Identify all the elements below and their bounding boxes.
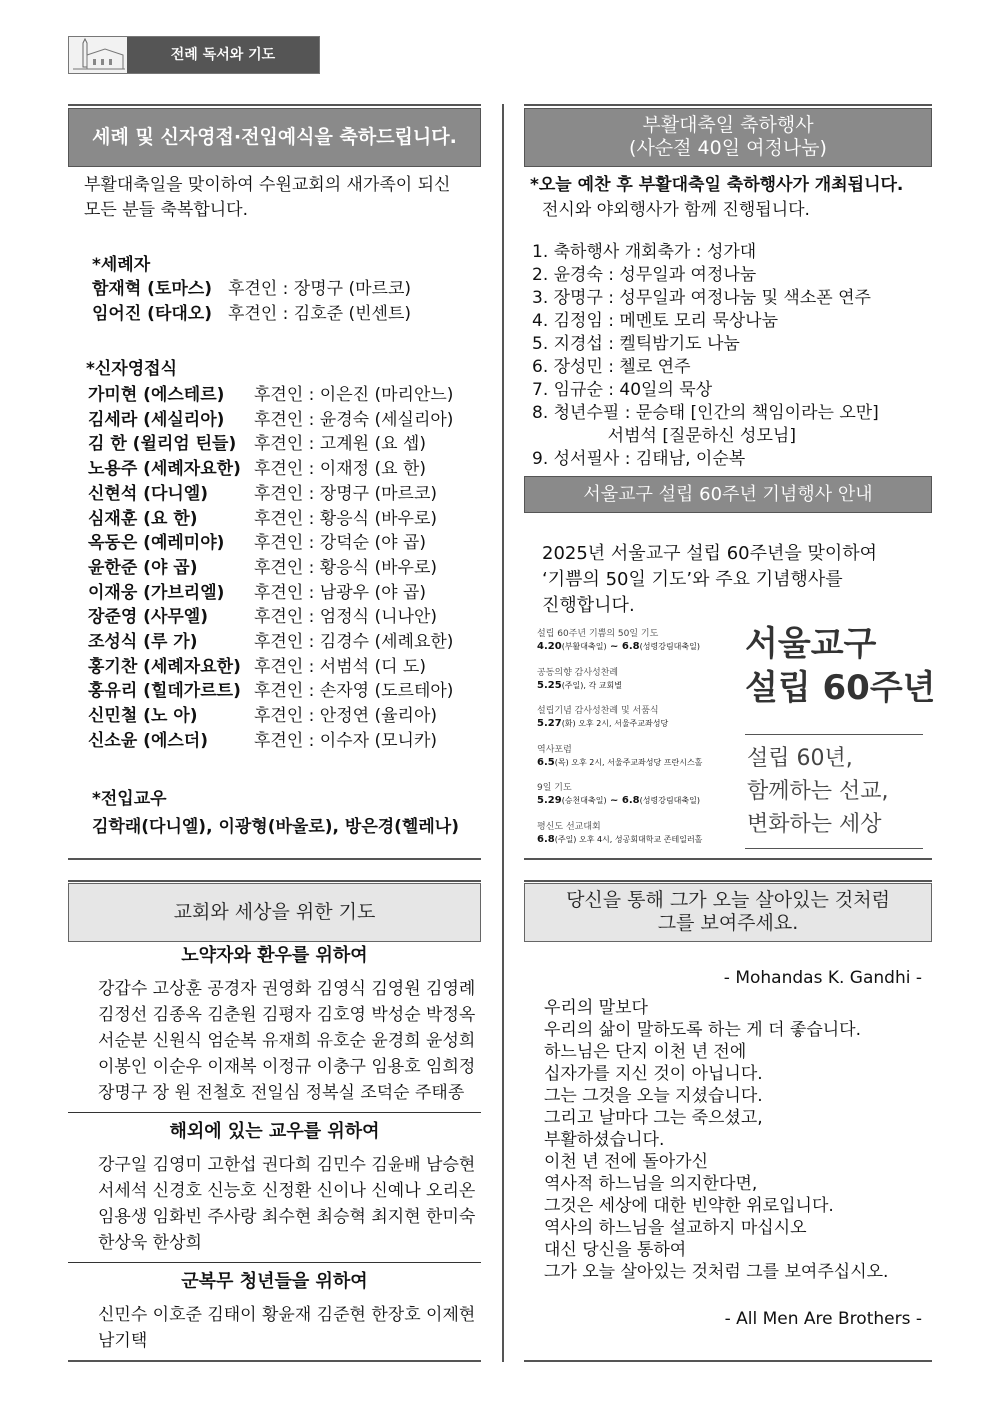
schedule-note: (성령강림대축일) bbox=[639, 796, 700, 805]
schedule-date: 5.25 bbox=[537, 679, 562, 691]
received-name: 홍유리 (힐데가르트) bbox=[88, 681, 241, 702]
easter-item: 서범석 [질문하신 성모님] bbox=[532, 426, 796, 446]
received-sponsor: 후견인 : 엄정식 (니나안) bbox=[254, 607, 438, 628]
quote-line: 그것은 세상에 대한 빈약한 위로입니다. bbox=[544, 1196, 834, 1216]
prayer-names: 남기택 bbox=[98, 1331, 148, 1351]
schedule-end: ~ 6.8 bbox=[606, 641, 640, 652]
received-sponsor: 후견인 : 이은진 (마리안느) bbox=[254, 385, 454, 405]
prayer-names: 장명구 장 원 전철호 전일심 정복실 조덕순 주태종 bbox=[98, 1083, 465, 1103]
schedule-label: 평신도 선교대회 bbox=[537, 821, 601, 832]
easter-item: 5. 지경섭 : 켈틱밤기도 나눔 bbox=[532, 334, 740, 354]
prayer-names: 서순분 신원식 엄순복 유재희 유호순 윤경희 윤성희 bbox=[98, 1031, 476, 1051]
poster-sub-line2: 함께하는 선교, bbox=[747, 779, 889, 804]
column-divider bbox=[502, 104, 504, 1362]
prayer-heading: 군복무 청년들을 위하여 bbox=[181, 1271, 368, 1292]
baptized-name: 함재혁 (토마스) bbox=[92, 279, 212, 299]
quote-line: 십자가를 지신 것이 아닙니다. bbox=[544, 1064, 763, 1084]
section-header bbox=[68, 36, 320, 74]
quote-line: 대신 당신을 통하여 bbox=[544, 1240, 687, 1260]
received-name: 심재훈 (요 한) bbox=[88, 508, 198, 529]
quote-line: 부활하셨습니다. bbox=[544, 1130, 665, 1150]
received-name: 이재웅 (가브리엘) bbox=[88, 582, 225, 603]
poster-title-line2: 설립 60주년 bbox=[745, 668, 936, 708]
quote-line: 우리의 말보다 bbox=[544, 998, 648, 1018]
easter-item: 6. 장성민 : 첼로 연주 bbox=[532, 357, 691, 377]
received-sponsor: 후견인 : 안정연 (율리아) bbox=[254, 706, 438, 727]
received-name: 조성식 (루 가) bbox=[88, 632, 198, 652]
schedule-date: 6.8 bbox=[537, 833, 555, 845]
received-name: 옥동은 (예레미야) bbox=[88, 533, 225, 554]
received-sponsor: 후견인 : 남광우 (야 곱) bbox=[254, 582, 426, 603]
quote-line: 그가 오늘 살아있는 것처럼 그를 보여주십시오. bbox=[544, 1262, 889, 1282]
schedule-label: 역사포럼 bbox=[537, 744, 572, 755]
quote-title-line1: 당신을 통해 그가 오늘 살아있는 것처럼 bbox=[566, 889, 890, 911]
prayer-names: 신민수 이호준 김태이 황윤재 김준현 한장호 이제현 bbox=[98, 1305, 476, 1325]
schedule-date: 5.27 bbox=[537, 718, 562, 729]
prayer-names: 강구일 김영미 고한섭 권다희 김민수 김윤배 남승현 bbox=[98, 1155, 476, 1175]
easter-title bbox=[524, 108, 932, 167]
received-name: 신민철 (노 아) bbox=[88, 706, 198, 727]
prayer-names: 강갑수 고상훈 공경자 권영화 김영식 김영원 김영례 bbox=[98, 979, 476, 999]
transfer-names: 김학래(다니엘), 이광형(바울로), 방은경(헬레나) bbox=[92, 817, 459, 837]
section-separator bbox=[68, 1262, 481, 1263]
prayer-names: 이봉인 이순우 이재복 이정규 이충구 임용호 임희정 bbox=[98, 1057, 476, 1077]
baptized-sponsor: 후견인 : 장명구 (마르코) bbox=[228, 279, 412, 299]
easter-item: 3. 장명구 : 성무일과 여정나눔 및 색소폰 연주 bbox=[532, 288, 871, 308]
baptized-heading: *세례자 bbox=[92, 255, 151, 275]
easter-lead-bold: *오늘 예찬 후 부활대축일 축하행사가 개최됩니다. bbox=[530, 175, 904, 195]
quote-title-line2: 그를 보여주세요. bbox=[657, 912, 799, 934]
quote-line: 우리의 삶이 말하도록 하는 게 더 좋습니다. bbox=[544, 1020, 862, 1040]
schedule-value bbox=[537, 795, 700, 806]
quote-author: - Mohandas K. Gandhi - bbox=[723, 968, 922, 988]
schedule-date: 5.29 bbox=[537, 795, 562, 806]
baptism-title: 세례 및 신자영접·전입예식을 축하드립니다. bbox=[68, 108, 481, 167]
easter-item: 1. 축하행사 개회축가 : 성가대 bbox=[532, 242, 757, 262]
schedule-label: 설립기념 감사성찬례 및 서품식 bbox=[537, 706, 659, 716]
received-sponsor: 후견인 : 윤경숙 (세실리아) bbox=[254, 409, 454, 430]
baptized-sponsor: 후견인 : 김호준 (빈센트) bbox=[228, 304, 412, 324]
church-logo bbox=[69, 37, 127, 73]
schedule-value bbox=[537, 680, 622, 691]
easter-item: 8. 청년수필 : 문승태 [인간의 책임이라는 오만] bbox=[532, 403, 879, 423]
easter-item: 2. 윤경숙 : 성무일과 여정나눔 bbox=[532, 265, 757, 285]
received-name: 노용주 (세례자요한) bbox=[88, 459, 241, 480]
schedule-note: (목) 오후 2시, 서울주교좌성당 프란시스홀 bbox=[554, 757, 703, 767]
prayer-heading: 노약자와 환우를 위하여 bbox=[181, 945, 368, 966]
seoul-intro-2: ‘기쁨의 50일 기도’와 주요 기념행사를 bbox=[542, 569, 843, 590]
baptism-intro-2: 모든 분들 축복합니다. bbox=[84, 200, 249, 220]
received-name: 김 한 (윌리엄 틴들) bbox=[88, 434, 237, 455]
divider bbox=[68, 880, 481, 882]
quote-title bbox=[524, 883, 932, 942]
prayer-heading: 해외에 있는 교우를 위하여 bbox=[169, 1121, 380, 1142]
schedule-end: ~ 6.8 bbox=[606, 795, 640, 806]
poster-rule bbox=[745, 848, 923, 849]
poster-sub bbox=[747, 742, 889, 841]
easter-item: 4. 김정임 : 메멘토 모리 묵상나눔 bbox=[532, 311, 779, 331]
received-sponsor: 후견인 : 황응식 (바우로) bbox=[254, 557, 438, 578]
received-name: 윤한준 (야 곱) bbox=[88, 557, 198, 578]
poster-title bbox=[745, 622, 936, 710]
quote-line: 그리고 날마다 그는 죽으셨고, bbox=[544, 1108, 763, 1128]
poster-sub-line1: 설립 60년, bbox=[747, 746, 853, 771]
easter-item: 9. 성서필사 : 김태남, 이순복 bbox=[532, 449, 746, 469]
quote-line: 역사의 하느님을 설교하지 마십시오 bbox=[544, 1218, 807, 1238]
prayer-title: 교회와 세상을 위한 기도 bbox=[68, 883, 481, 942]
quote-line: 이천 년 전에 돌아가신 bbox=[544, 1152, 709, 1172]
received-name: 가미현 (에스테르) bbox=[88, 385, 225, 405]
received-sponsor: 후견인 : 이재정 (요 한) bbox=[254, 459, 426, 480]
received-heading: *신자영접식 bbox=[86, 359, 177, 379]
seoul-title: 서울교구 설립 60주년 기념행사 안내 bbox=[524, 476, 932, 513]
schedule-note: (승천대축일) bbox=[561, 796, 607, 805]
divider bbox=[524, 1360, 932, 1362]
divider bbox=[524, 104, 932, 106]
poster-sub-line3: 변화하는 세상 bbox=[747, 812, 882, 837]
received-sponsor: 후견인 : 강덕순 (야 곱) bbox=[254, 533, 426, 554]
baptism-intro-1: 부활대축일을 맞이하여 수원교회의 새가족이 되신 bbox=[84, 175, 451, 195]
received-sponsor: 후견인 : 황응식 (바우로) bbox=[254, 508, 438, 529]
quote-line: 역사적 하느님을 의지한다면, bbox=[544, 1174, 758, 1194]
transfer-heading: *전입교우 bbox=[92, 789, 167, 809]
quote-line: 그는 그것을 오늘 지셨습니다. bbox=[544, 1086, 763, 1106]
schedule-label: 설립 60주년 기쁨의 50일 기도 bbox=[537, 629, 659, 639]
header-label: 전례 독서와 기도 bbox=[127, 37, 319, 73]
schedule-note: (주일) 오후 4시, 성공회대학교 존테일러홀 bbox=[554, 834, 703, 844]
received-name: 김세라 (세실리아) bbox=[88, 409, 225, 430]
received-sponsor: 후견인 : 고계원 (요 셉) bbox=[254, 434, 426, 455]
baptized-name: 임어진 (타대오) bbox=[92, 304, 212, 324]
divider bbox=[524, 880, 932, 882]
schedule-label: 9일 기도 bbox=[537, 783, 572, 793]
received-sponsor: 후견인 : 손자영 (도르테아) bbox=[254, 681, 454, 702]
received-name: 신소윤 (에스더) bbox=[88, 730, 208, 751]
quote-line: 하느님은 단지 이천 년 전에 bbox=[544, 1042, 747, 1062]
seoul-intro-3: 진행합니다. bbox=[542, 595, 635, 616]
divider bbox=[524, 858, 932, 860]
schedule-note: (주일), 각 교회별 bbox=[561, 680, 622, 690]
poster-rule bbox=[745, 734, 923, 735]
schedule-value bbox=[537, 757, 702, 768]
received-name: 홍기찬 (세례자요한) bbox=[88, 656, 241, 677]
schedule-note: (화) 오후 2시, 서울주교좌성당 bbox=[561, 719, 669, 728]
received-sponsor: 후견인 : 서범석 (디 도) bbox=[254, 656, 426, 677]
received-name: 장준영 (사무엘) bbox=[88, 607, 208, 628]
easter-title-line1: 부활대축일 축하행사 bbox=[642, 114, 814, 136]
schedule-note: (부활대축일) bbox=[561, 642, 607, 651]
section-separator bbox=[68, 1112, 481, 1113]
schedule-note: (성령강림대축일) bbox=[639, 642, 700, 651]
received-sponsor: 후견인 : 김경수 (세례요한) bbox=[254, 632, 454, 652]
quote-source: - All Men Are Brothers - bbox=[724, 1309, 922, 1329]
easter-item: 7. 임규순 : 40일의 묵상 bbox=[532, 380, 713, 400]
prayer-names: 임용생 임화빈 주사랑 최수현 최승혁 최지현 한미숙 bbox=[98, 1207, 476, 1227]
schedule-date: 4.20 bbox=[537, 641, 562, 652]
prayer-names: 서세석 신경호 신능호 신정환 신이나 신예나 오리온 bbox=[98, 1181, 476, 1201]
seoul-intro-1: 2025년 서울교구 설립 60주년을 맞이하여 bbox=[542, 543, 878, 564]
prayer-names: 한상욱 한상희 bbox=[98, 1233, 202, 1253]
schedule-value bbox=[537, 641, 700, 652]
schedule-date: 6.5 bbox=[537, 756, 555, 768]
received-sponsor: 후견인 : 장명구 (마르코) bbox=[254, 483, 438, 504]
divider bbox=[68, 104, 481, 106]
received-name: 신현석 (다니엘) bbox=[88, 483, 208, 504]
received-sponsor: 후견인 : 이수자 (모니카) bbox=[254, 730, 438, 751]
poster-title-line1: 서울교구 bbox=[745, 624, 877, 664]
divider bbox=[68, 858, 481, 860]
easter-lead: 전시와 야외행사가 함께 진행됩니다. bbox=[542, 200, 810, 220]
schedule-label: 공동의향 감사성찬례 bbox=[537, 667, 619, 678]
prayer-names: 김정선 김종옥 김춘원 김평자 김호영 박성순 박정옥 bbox=[98, 1005, 476, 1025]
divider bbox=[68, 1360, 481, 1362]
easter-title-line2: (사순절 40일 여정나눔) bbox=[629, 137, 827, 159]
schedule-value bbox=[537, 718, 668, 729]
schedule-value bbox=[537, 834, 702, 845]
